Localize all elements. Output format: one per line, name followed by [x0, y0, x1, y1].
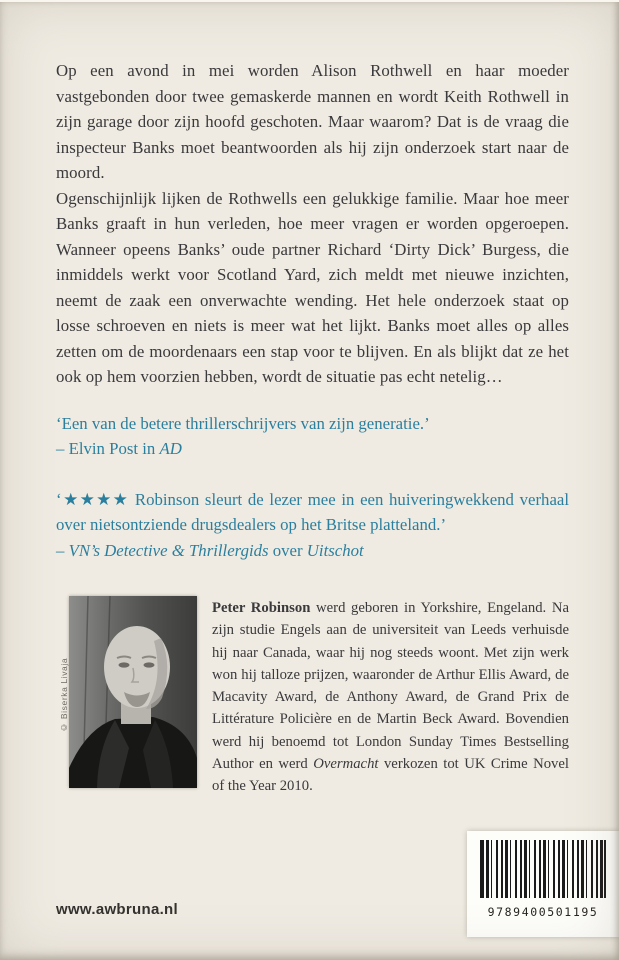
author-name: Peter Robinson	[212, 600, 311, 616]
author-bio-section	[56, 596, 569, 798]
author-bio-part-1: werd geboren in Yorkshire, Engeland. Na zijn studie Engels aan de universiteit van Leeds verhuisde hij naar Canada, waar hij nog steeds woont. Met zijn werk won hij talloze prijzen, waaronder de Arthur Ellis Award, de Macavity Award, de Anthony Award, de Grand Prix de Littérature Policière en de Martin Beck Award. Bovendien werd hij benoemd tot London Sunday Times Bestselling Author en werd	[212, 600, 569, 773]
author-photo	[69, 596, 197, 788]
review-quote-2-attribution	[56, 538, 569, 564]
review-quote-2-attribution-work: Uitschot	[306, 540, 364, 560]
author-bio-text	[212, 596, 569, 798]
author-portrait-illustration	[69, 596, 197, 788]
review-quote-1-attribution-source: AD	[159, 439, 182, 458]
synopsis-paragraph-2: Ogenschijnlijk lijken de Rothwells een gelukkige familie. Maar hoe meer Banks graaft in hun verleden, hoe meer vragen er worden opgeroepen. Wanneer opeens Banks’ oude partner Richard ‘Dirty Dick’ Burgess, die inmiddels werkt voor Scotland Yard, zich meldt met nieuwe inzichten, neemt de zaak een onverwachte wending. Het hele onderzoek staat op losse schroeven en niets is meer wat het lijkt. Banks moet alles op alles zetten om de moordenaars een stap voor te blijven. En als blijkt dat ze het ook op hem voorzien hebben, wordt de situatie pas echt netelig…	[56, 188, 569, 386]
review-quote-2-attribution-source: VN’s Detective & Thrillergids	[68, 540, 269, 560]
publisher-website: www.awbruna.nl	[56, 901, 178, 918]
review-quote-1-attribution-prefix: – Elvin Post in	[56, 439, 160, 458]
photo-credit: © Biserka Livaja	[59, 657, 69, 733]
review-quote-2	[56, 487, 569, 564]
review-quote-2-attribution-mid: over	[268, 540, 307, 560]
review-quote-1-attribution	[56, 436, 569, 462]
barcode	[467, 831, 619, 937]
review-quote-2-attribution-prefix: –	[56, 540, 69, 560]
back-cover-text-block	[56, 58, 569, 798]
review-quote-2-text: ‘★★★★ Robinson sleurt de lezer mee in een huiveringwekkend verhaal over nietsontziende drugsdealers op het Britse platteland.’	[56, 489, 569, 534]
review-quote-1	[56, 411, 569, 462]
barcode-bars	[480, 840, 606, 898]
synopsis-paragraph-1: Op een avond in mei worden Alison Rothwell en haar moeder vastgebonden door twee gemaskerde mannen en wordt Keith Rothwell in zijn garage door zijn hoofd geschoten. Maar waarom? Dat is de vraag die inspecteur Banks moet beantwoorden als hij zijn onderzoek start naar de moord.	[56, 61, 569, 182]
author-bio-book-title: Overmacht	[313, 756, 379, 773]
review-quote-1-text: ‘Een van de betere thrillerschrijvers van zijn generatie.’	[56, 413, 430, 433]
barcode-number: 9789400501195	[487, 905, 599, 919]
author-bio-part-2: verkozen tot UK Crime Novel of the Year 2010.	[212, 756, 569, 795]
